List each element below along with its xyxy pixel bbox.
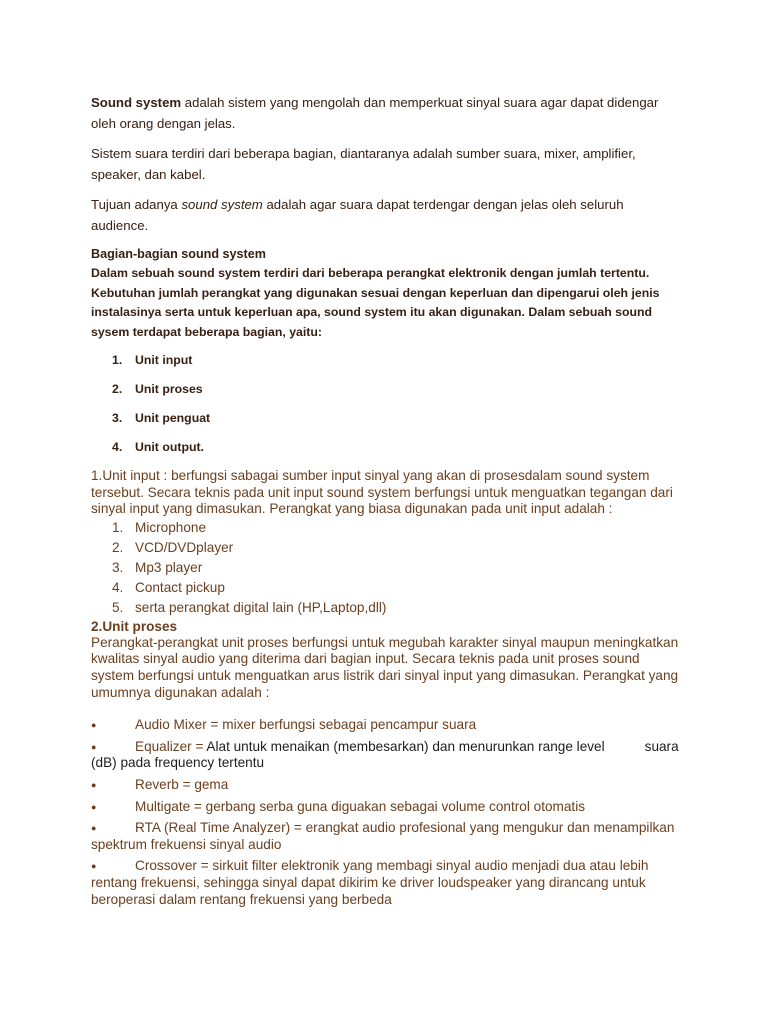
list-item <box>91 379 681 408</box>
unit-proses-paragraph: Perangkat-perangkat unit proses berfungsi untuk megubah karakter sinyal maupun meningkatkan kwalitas sinyal audio yang diterima dari bagian input. Secara teknis pada unit proses sound system berfungsi untuk menguatkan arus listrik dari sinyal input yang dimasukan. Perangkat yang umumnya digunakan adalah : <box>91 634 679 700</box>
list-item <box>91 578 681 598</box>
parts-heading: Bagian-bagian sound system <box>91 247 266 261</box>
bullet-icon: ● <box>91 779 97 790</box>
bullet-icon: ● <box>91 823 97 834</box>
list-label: Unit proses <box>135 382 203 396</box>
list-item <box>91 408 681 437</box>
list-label: Mp3 player <box>135 559 203 575</box>
list-item <box>91 350 681 379</box>
bullet-icon: ● <box>91 741 97 752</box>
sound-system-italic: sound system <box>181 197 263 212</box>
list-label: RTA (Real Time Analyzer) = erangkat audio profesional yang mengukur dan menampilkan spektrum frekuensi sinyal audio <box>91 820 675 852</box>
list-label: Unit input <box>135 353 193 367</box>
parts-description: Dalam sebuah sound system terdiri dari beberapa perangkat elektronik dengan jumlah tertentu. Kebutuhan jumlah perangkat yang digunakan sesuai dengan keperluan dan dipengarui oleh jenis instalasinya serta untuk keperluan apa, sound system itu akan digunakan. Dalam sebuah sound sysem terdapat beberapa bagian, yaitu: <box>91 266 660 339</box>
list-number: 3. <box>112 559 124 575</box>
list-label: Equalizer = <box>135 738 207 754</box>
list-number: 2. <box>112 382 123 396</box>
parts-list <box>91 350 681 466</box>
sound-system-term: Sound system <box>91 95 182 110</box>
list-item <box>91 777 681 794</box>
list-number: 1. <box>112 353 123 367</box>
list-label-detail-end: suara (dB) pada frequency tertentu <box>91 738 679 771</box>
intro-paragraph-3 <box>91 194 681 236</box>
list-item <box>91 858 681 908</box>
list-label: Microphone <box>135 519 207 535</box>
list-number: 3. <box>112 411 123 425</box>
list-item <box>91 820 681 853</box>
list-label: Multigate = gerbang serba guna diguakan sebagai volume control otomatis <box>135 798 586 814</box>
bullet-icon: ● <box>91 861 97 872</box>
input-device-list <box>91 518 681 618</box>
list-number: 5. <box>112 599 124 615</box>
list-label: Unit penguat <box>135 411 211 425</box>
list-item <box>91 558 681 578</box>
list-label: Crossover = sirkuit filter elektronik yang membagi sinyal audio menjadi dua atau lebih rentang frekuensi, sehingga sinyal dapat dikirim ke driver loudspeaker yang dirancang untuk beroperasi dalam rentang frekuensi yang berbeda <box>91 858 649 907</box>
process-device-list <box>91 717 681 908</box>
intro-paragraph-2: Sistem suara terdiri dari beberapa bagian, diantaranya adalah sumber suara, mixer, amplifier, speaker, dan kabel. <box>91 146 636 182</box>
bullet-icon: ● <box>91 720 97 731</box>
list-label-detail: Alat untuk menaikan (membesarkan) dan menurunkan range level <box>206 738 605 754</box>
list-item <box>91 538 681 558</box>
list-number: 4. <box>112 440 123 454</box>
list-item <box>91 437 681 466</box>
intro-paragraph-1 <box>91 92 681 134</box>
list-label: serta perangkat digital lain (HP,Laptop,dll) <box>135 599 387 615</box>
intro-paragraph-1-text: adalah sistem yang mengolah dan memperkuat sinyal suara agar dapat didengar oleh orang dengan jelas. <box>91 95 659 131</box>
bullet-icon: ● <box>91 801 97 812</box>
list-number: 4. <box>112 579 124 595</box>
list-item <box>91 717 681 734</box>
list-label: Contact pickup <box>135 579 225 595</box>
intro-paragraph-3-end: adalah agar suara dapat terdengar dengan jelas oleh seluruh audience. <box>91 197 624 233</box>
intro-paragraph-3-start: Tujuan adanya <box>91 197 182 212</box>
list-item <box>91 518 681 538</box>
list-item <box>91 799 681 816</box>
document-page <box>91 92 681 913</box>
list-number: 2. <box>112 539 124 555</box>
list-label: Audio Mixer = mixer berfungsi sebagai pencampur suara <box>135 717 477 733</box>
list-label: Unit output. <box>135 440 204 454</box>
list-item <box>91 739 681 772</box>
list-item <box>91 598 681 618</box>
unit-proses-heading: 2.Unit proses <box>91 618 178 634</box>
list-label: Reverb = gema <box>135 776 229 792</box>
list-label: VCD/DVDplayer <box>135 539 234 555</box>
unit-input-paragraph: 1.Unit input : berfungsi sabagai sumber input sinyal yang akan di prosesdalam sound system tersebut. Secara teknis pada unit input sound system berfungsi untuk menguatkan tegangan dari sinyal input yang dimasukan. Perangkat yang biasa digunakan pada unit input adalah : <box>91 468 673 517</box>
list-number: 1. <box>112 519 124 535</box>
